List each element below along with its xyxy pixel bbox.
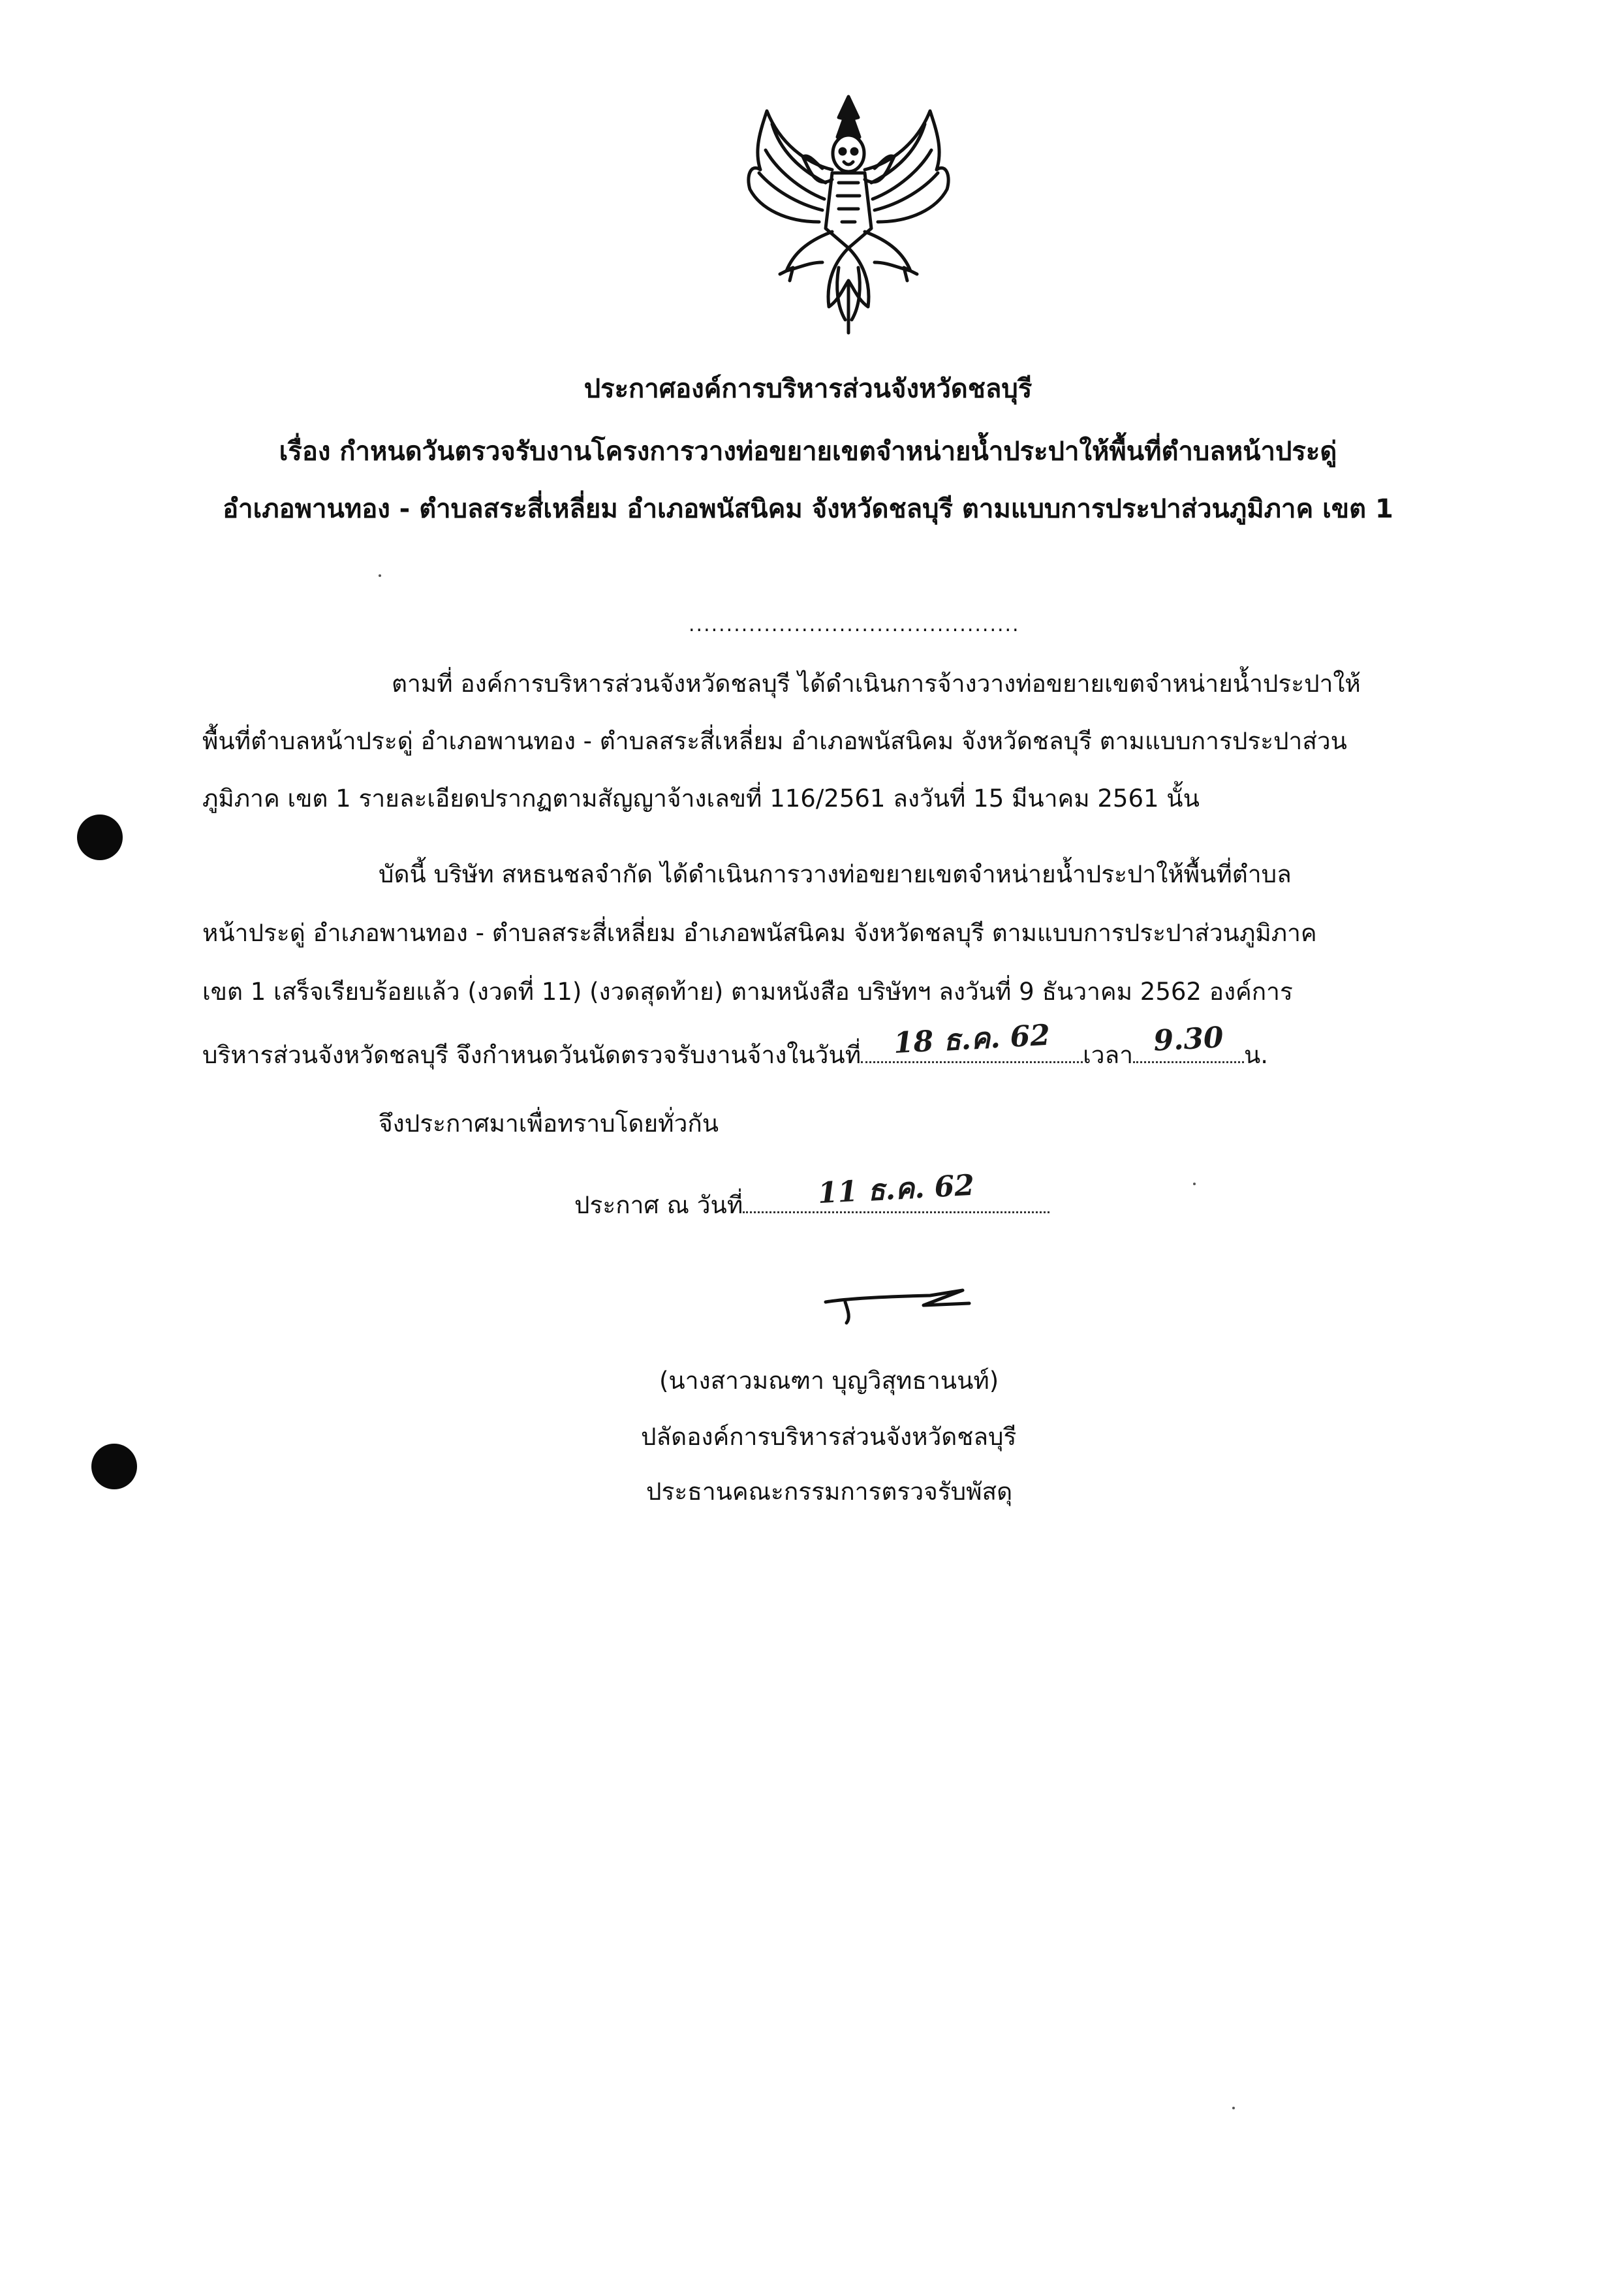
paragraph-2-line-2: หน้าประดู่ อำเภอพานทอง - ตำบลสระสี่เหลี่ยม อำเภอพนัสนิคม จังหวัดชลบุรี ตามแบบการประปาส่วนภูมิภาค [202,919,1317,947]
scan-speck [1193,1183,1196,1185]
announcement-title: ประกาศองค์การบริหารส่วนจังหวัดชลบุรี [583,374,1033,404]
signatory-position: ปลัดองค์การบริหารส่วนจังหวัดชลบุรี [641,1423,1017,1451]
inspection-time-field [1133,1021,1244,1063]
announcement-date-line [574,1168,1049,1220]
announcement-date-field [743,1168,1049,1213]
announcement-date-label: ประกาศ ณ วันที่ [574,1191,743,1219]
punch-hole-upper [77,814,123,860]
scan-speck [1232,2107,1235,2109]
paragraph-2-line-1: บัดนี้ บริษัท สหธนชลจำกัด ได้ดำเนินการวางท่อขยายเขตจำหน่ายน้ำประปาให้พื้นที่ตำบล [379,860,1292,888]
paragraph-1-line-1: ตามที่ องค์การบริหารส่วนจังหวัดชลบุรี ได้ดำเนินการจ้างวางท่อขยายเขตจำหน่ายน้ำประปาให้ [392,670,1361,698]
announcement-date-handwritten: 11 ธ.ค. 62 [816,1168,976,1211]
subject-line-1: เรื่อง กำหนดวันตรวจรับงานโครงการวางท่อขยายเขตจำหน่ายน้ำประปาให้พื้นที่ตำบลหน้าประดู่ [279,437,1337,467]
paragraph-2-line-4 [202,1018,1269,1070]
signatory-name: (นางสาวมณฑา บุญวิสุทธานนท์) [659,1367,999,1395]
paragraph-1-line-2: พื้นที่ตำบลหน้าประดู่ อำเภอพานทอง - ตำบลสระสี่เหลี่ยม อำเภอพนัสนิคม จังหวัดชลบุรี ตามแบบการประปาส่วน [202,727,1347,755]
inspection-time-handwritten: 9.30 [1153,1021,1224,1058]
punch-hole-lower [91,1444,137,1489]
time-unit: น. [1244,1041,1269,1069]
paragraph-2-line-3: เขต 1 เสร็จเรียบร้อยแล้ว (งวดที่ 11) (งวดสุดท้าย) ตามหนังสือ บริษัทฯ ลงวันที่ 9 ธันวาคม 2562 องค์การ [202,978,1293,1006]
signature [819,1282,976,1328]
separator-dots: ............................................ [689,613,1020,636]
closing-statement: จึงประกาศมาเพื่อทราบโดยทั่วกัน [379,1109,719,1138]
inspection-date-handwritten: 18 ธ.ค. 62 [892,1018,1051,1061]
garuda-emblem [741,91,956,339]
inspection-date-prefix: บริหารส่วนจังหวัดชลบุรี จึงกำหนดวันนัดตรวจรับงานจ้างในวันที่ [202,1041,862,1069]
subject-line-2: อำเภอพานทอง - ตำบลสระสี่เหลี่ยม อำเภอพนัสนิคม จังหวัดชลบุรี ตามแบบการประปาส่วนภูมิภาค เขต 1 [223,494,1393,524]
inspection-date-field [861,1018,1083,1063]
signatory-committee-role: ประธานคณะกรรมการตรวจรับพัสดุ [646,1478,1013,1506]
scan-speck [379,574,381,577]
time-label: เวลา [1083,1041,1133,1069]
paragraph-1-line-3: ภูมิภาค เขต 1 รายละเอียดปรากฏตามสัญญาจ้างเลขที่ 116/2561 ลงวันที่ 15 มีนาคม 2561 นั้น [202,784,1200,813]
